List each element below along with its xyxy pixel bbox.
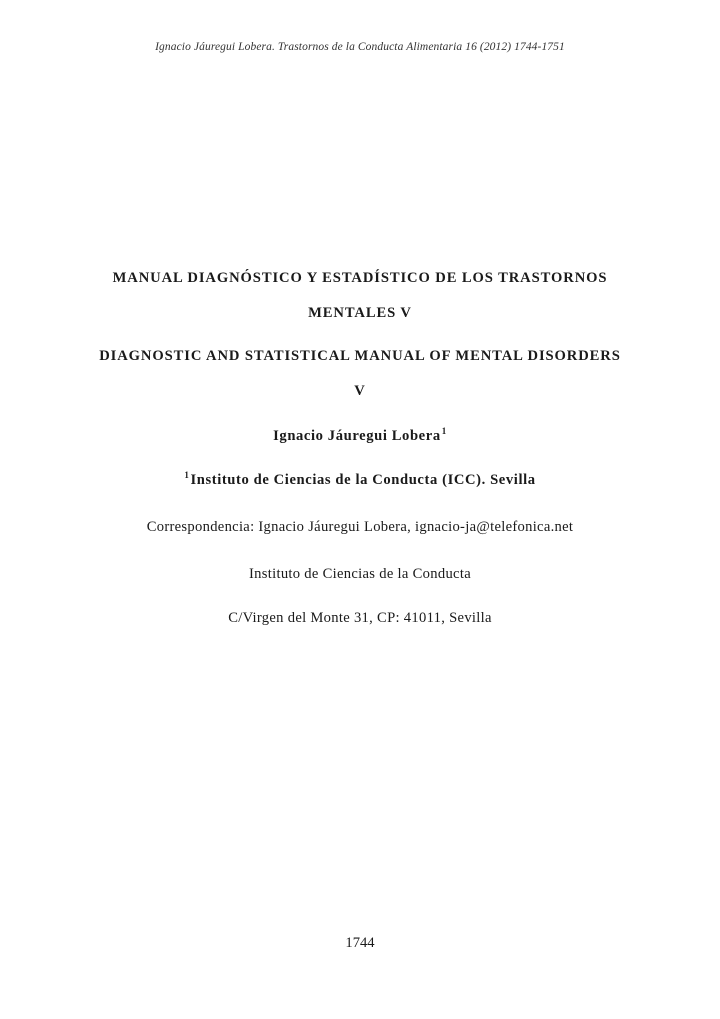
correspondence-address: C/Virgen del Monte 31, CP: 41011, Sevilla bbox=[228, 610, 492, 626]
author-name-text: Ignacio Jáuregui Lobera bbox=[273, 428, 441, 444]
author-affiliation-marker: 1 bbox=[441, 426, 447, 437]
correspondence-institution: Instituto de Ciencias de la Conducta bbox=[249, 566, 471, 582]
running-header: Ignacio Jáuregui Lobera. Trastornos de la Conducta Alimentaria 16 (2012) 1744-1751 bbox=[155, 41, 565, 53]
affiliation-marker: 1 bbox=[184, 470, 190, 481]
page-number: 1744 bbox=[345, 935, 375, 951]
title-spanish-line-1: MANUAL DIAGNÓSTICO Y ESTADÍSTICO DE LOS TRASTORNOS bbox=[112, 270, 608, 286]
title-spanish-line-2: MENTALES V bbox=[308, 305, 412, 321]
affiliation bbox=[0, 472, 720, 489]
title-english-line-1: DIAGNOSTIC AND STATISTICAL MANUAL OF MENTAL DISORDERS bbox=[99, 348, 621, 364]
affiliation-text: Instituto de Ciencias de la Conducta (ICC). Sevilla bbox=[190, 472, 536, 488]
correspondence-line: Correspondencia: Ignacio Jáuregui Lobera, ignacio-ja@telefonica.net bbox=[146, 519, 574, 535]
author-name bbox=[0, 428, 720, 445]
title-english-line-2: V bbox=[354, 383, 366, 399]
